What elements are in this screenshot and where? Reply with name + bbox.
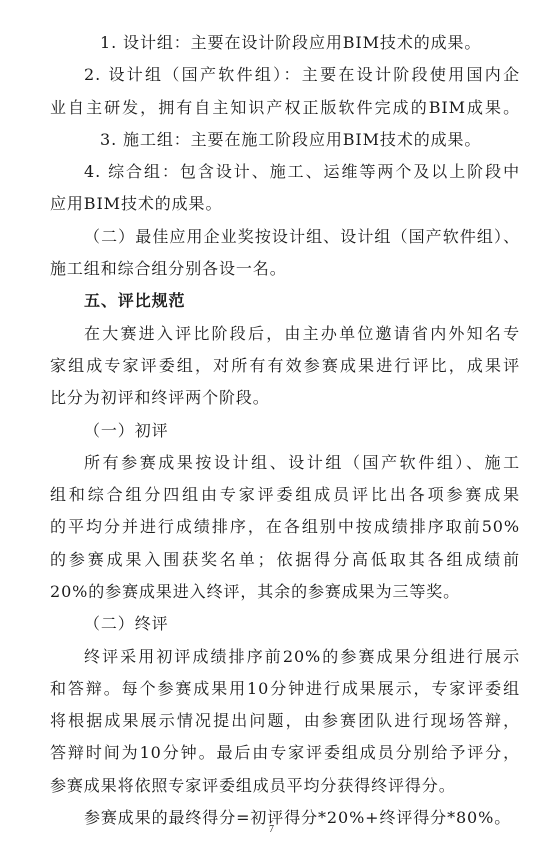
preliminary-line4: 的参赛成果入围获奖名单；依据得分高低取其各组成绩前 [50,550,520,569]
preliminary-line1: 所有参赛成果按设计组、设计组（国产软件组）、施工 [84,453,520,472]
item-comprehensive-group-line2: 应用BIM技术的成果。 [50,194,223,213]
final-line3: 将根据成果展示情况提出问题，由参赛团队进行现场答辩， [50,711,520,730]
item-comprehensive-group-line1: 4. 综合组：包含设计、施工、运维等两个及以上阶段中 [84,162,520,181]
item-construction-group: 3. 施工组：主要在施工阶段应用BIM技术的成果。 [100,130,482,149]
final-line2: 和答辩。每个参赛成果用10分钟进行成果展示，专家评委组 [50,679,520,698]
subheading-preliminary: （一）初评 [84,421,169,440]
evaluation-intro-line1: 在大赛进入评比阶段后，由主办单位邀请省内外知名专 [84,324,520,343]
preliminary-line2: 组和综合组分四组由专家评委组成员评比出各项参赛成果 [50,485,520,504]
evaluation-intro-line3: 比分为初评和终评两个阶段。 [50,388,270,407]
preliminary-line5: 20%的参赛成果进入终评，其余的参赛成果为三等奖。 [50,582,461,601]
item-domestic-software-group-line1: 2. 设计组（国产软件组）：主要在设计阶段使用国内企 [84,65,520,84]
best-enterprise-award-line1: （二）最佳应用企业奖按设计组、设计组（国产软件组）、 [84,227,520,246]
subheading-final: （二）终评 [84,614,169,633]
final-line4: 答辩时间为10分钟。最后由专家评委组成员分别给予评分， [50,743,520,762]
section-heading-evaluation-rules: 五、评比规范 [84,291,186,310]
final-score-formula: 参赛成果的最终得分=初评得分*20%+终评得分*80%。 [84,808,512,827]
final-line5: 参赛成果将依照专家评委组成员平均分获得终评得分。 [50,776,456,795]
evaluation-intro-line2: 家组成专家评委组，对所有有效参赛成果进行评比，成果评 [50,356,520,375]
item-design-group: 1. 设计组：主要在设计阶段应用BIM技术的成果。 [100,33,482,52]
preliminary-line3: 的平均分并进行成绩排序，在各组别中按成绩排序取前50% [50,517,520,536]
final-line1: 终评采用初评成绩排序前20%的参赛成果分组进行展示 [84,647,520,666]
item-domestic-software-group-line2: 业自主研发，拥有自主知识产权正版软件完成的BIM成果。 [50,98,520,117]
best-enterprise-award-line2: 施工组和综合组分别各设一名。 [50,259,287,278]
page-number: 7 [269,824,274,835]
